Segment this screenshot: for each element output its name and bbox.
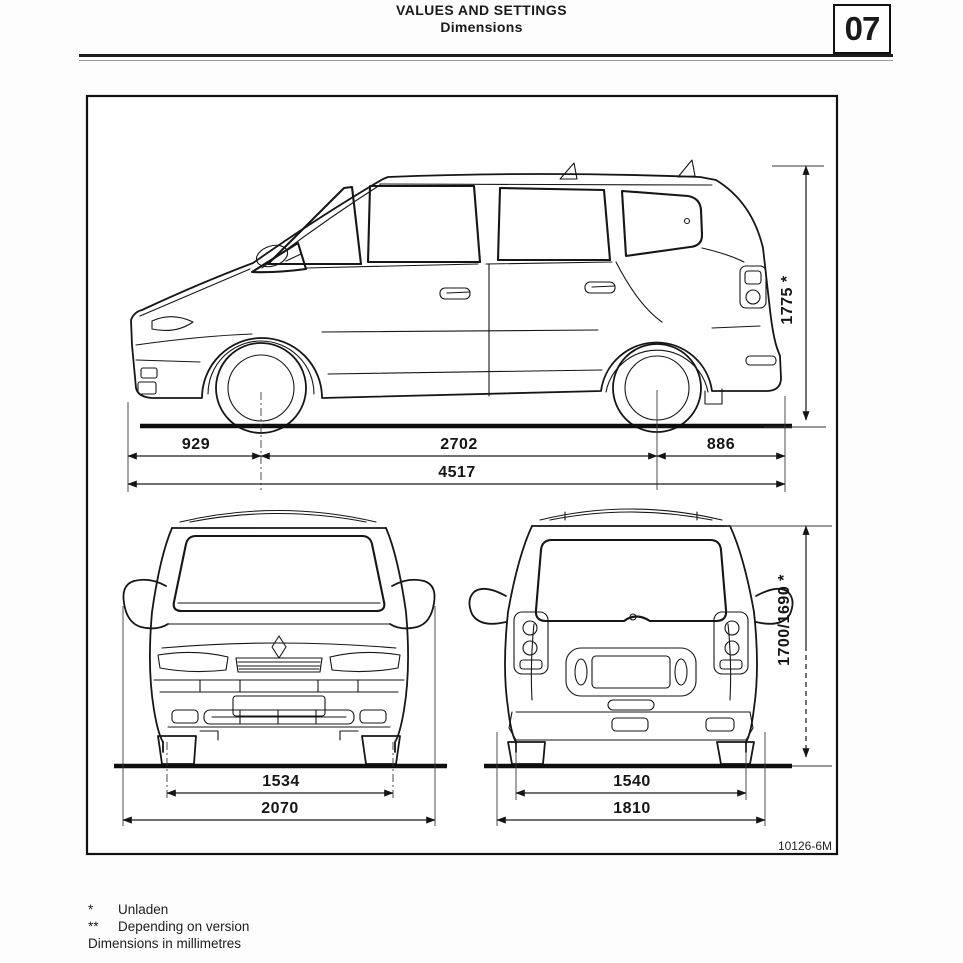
label-overall-length: 4517 (438, 464, 476, 481)
footnotes (88, 901, 249, 952)
label-rear-overhang: 886 (706, 436, 736, 453)
footnote-units-text: Dimensions in millimetres (88, 936, 242, 951)
label-rear-height: 1700/1690 * (776, 574, 793, 666)
label-rear-track: 1540 (613, 773, 651, 790)
footnote-unladen (88, 901, 249, 918)
label-overall-width: 2070 (261, 800, 299, 817)
label-front-overhang: 929 (181, 436, 211, 453)
label-wheelbase: 2702 (440, 436, 478, 453)
page-title: VALUES AND SETTINGS (396, 2, 567, 18)
footnote-version (88, 918, 249, 935)
footnote-star-text: Unladen (118, 902, 169, 917)
footnote-double-star-symbol: ** (88, 919, 99, 934)
footnote-double-star-text: Depending on version (118, 919, 250, 934)
label-overall-height: 1775 * (779, 275, 796, 325)
page-subtitle: Dimensions (440, 18, 523, 35)
label-body-width: 1810 (613, 800, 651, 817)
label-front-track: 1534 (262, 773, 300, 790)
footnote-units (88, 935, 249, 952)
figure-reference: 10126-6M (777, 839, 832, 853)
footnote-star-symbol: * (88, 902, 94, 917)
section-number: 07 (844, 10, 880, 47)
